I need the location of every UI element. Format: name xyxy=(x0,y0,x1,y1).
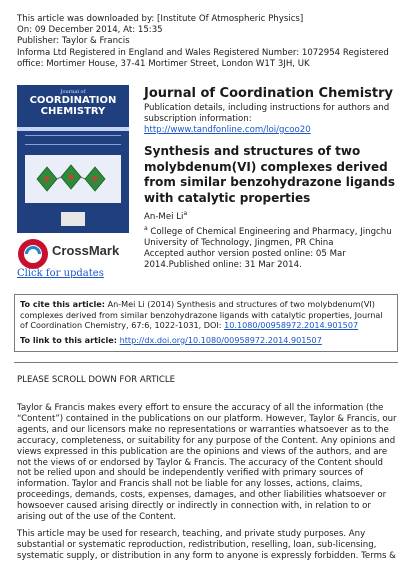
link-paragraph xyxy=(20,335,392,346)
crossmark-icon[interactable] xyxy=(17,238,49,270)
article-url-link[interactable]: http://dx.doi.org/10.1080/00958972.2014.901507 xyxy=(119,334,322,345)
affiliation xyxy=(144,223,399,249)
doi-link[interactable]: 10.1080/00958972.2014.901507 xyxy=(224,320,359,330)
header-line: office: Mortimer House, 37-41 Mortimer Street, London W1T 3JH, UK xyxy=(17,58,310,69)
header-line: On: 09 December 2014, At: 15:35 xyxy=(17,25,163,36)
disclaimer-paragraph: This article may be used for research, teaching, and private study purposes. Any substantial or systematic reproduction, redistribution, reselling, loan, sub-licensing, systematic supply, or distribution in any form to anyone is expressly forbidden. Terms & xyxy=(17,528,396,561)
journal-cover-image xyxy=(17,85,129,233)
author-line xyxy=(144,210,399,222)
link-label: To link to this article: xyxy=(20,334,118,345)
cover-title-line: CHEMISTRY xyxy=(40,106,106,117)
scroll-notice: PLEASE SCROLL DOWN FOR ARTICLE xyxy=(17,375,176,385)
accepted-published-dates: Accepted author version posted online: 05 Mar 2014.Published online: 31 Mar 2014. xyxy=(144,248,346,270)
cover-journal-label: Journal of xyxy=(60,89,86,95)
cover-subtitle-band xyxy=(25,135,121,145)
cover-title-line: COORDINATION xyxy=(29,95,117,106)
disclaimer-paragraph: Taylor & Francis makes every effort to ensure the accuracy of all the information (the “Content”) contained in the publications on our platform. However, Taylor & Francis, our agents, and our licensors make no representations or warranties whatsoever as to the accuracy, completeness, or suitability for any purpose of the Content. Any opinions and views expressed in this publication are the opinions and views of the authors, and are not the views of or endorsed by Taylor & Francis. The accuracy of the Content should not be relied upon and should be independently verified with primary sources of information. Taylor and Francis shall not be liable for any losses, actions, claims, proceedings, demands, costs, expenses, damages, and other liabilities whatsoever or howsoever caused arising directly or indirectly in connection with, in relation to or arising out of the use of the Content. xyxy=(17,403,397,523)
publisher-logo xyxy=(61,212,85,226)
header-line: Publisher: Taylor & Francis xyxy=(17,36,130,47)
publication-details-text: Publication details, including instructions for authors and subscription information: xyxy=(144,103,390,124)
cover-band xyxy=(17,127,129,131)
molecule-illustration xyxy=(25,155,121,203)
affiliation-superscript: a xyxy=(144,224,148,232)
journal-name: Journal of Coordination Chemistry xyxy=(144,86,393,101)
disclaimer xyxy=(17,403,397,568)
header-line: Informa Ltd Registered in England and Wales Registered Number: 1072954 Registered xyxy=(17,47,389,58)
cite-label: To cite this article: xyxy=(20,299,106,309)
affiliation-text: College of Chemical Engineering and Pharmacy, Jingchu University of Technology, Jingmen, PR China xyxy=(144,226,392,248)
download-header xyxy=(17,14,389,70)
cover-molecule-art xyxy=(25,155,121,203)
publication-details xyxy=(144,103,399,136)
article-info xyxy=(144,86,399,271)
crossmark-label[interactable]: CrossMark xyxy=(52,243,120,258)
divider xyxy=(14,362,398,363)
citation-paragraph xyxy=(20,299,392,331)
cite-text: An-Mei Li (2014) Synthesis and structures of two molybdenum(VI) complexes derived from similar benzohydrazone ligands with catalytic properties, Journal of Coordination Chemistry, 67:6, 1022-1031, DOI: xyxy=(20,299,383,330)
citation-box xyxy=(14,294,398,352)
author-name: An-Mei Li xyxy=(144,211,184,222)
header-line: This article was downloaded by: [Institute Of Atmospheric Physics] xyxy=(17,14,304,24)
author-superscript: a xyxy=(183,210,188,217)
cover-title xyxy=(23,95,123,117)
journal-url-link[interactable]: http://www.tandfonline.com/loi/gcoo20 xyxy=(144,125,311,135)
crossmark-updates-link[interactable]: Click for updates xyxy=(17,268,104,279)
article-title: Synthesis and structures of two molybdenum(VI) complexes derived from similar benzohydrazone ligands with catalytic properties xyxy=(144,144,395,205)
